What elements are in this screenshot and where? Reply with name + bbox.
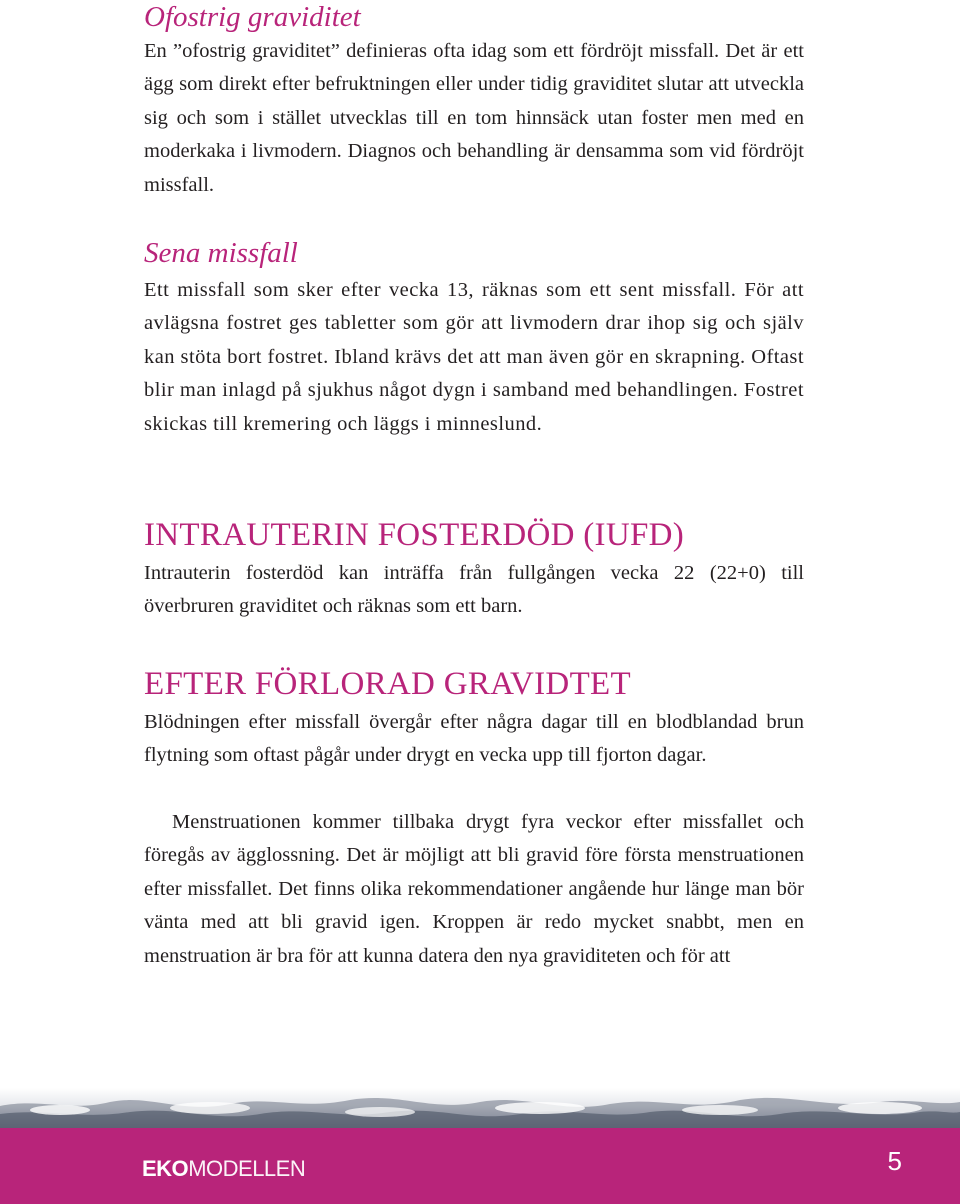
heading-iufd: INTRAUTERIN FOSTERDÖD (IUFD) [144, 517, 685, 553]
paragraph-sena-missfall: Ett missfall som sker efter vecka 13, räknas som ett sent missfall. För att avlägsna fostret ges tabletter som gör att livmodern drar ihop sig och själv kan stöta bort fostret. Ibland krävs det att man även gör en skrapning. Oftast blir man inlagd på sjukhus något dygn i samband med behandlingen. Fostret skickas till kremering och läggs i minneslund. [144, 279, 804, 435]
page-number: 5 [887, 1146, 902, 1176]
paragraph-efter-forlorad-2: Menstruationen kommer tillbaka drygt fyra veckor efter missfallet och föregås av ägglossning. Det är möjligt att bli gravid före första menstruationen efter missfallet. Det finns olika rekommendationer angående hur länge man bör vänta med att bli gravid igen. Kroppen är redo mycket snabbt, men en menstruation är bra för att kunna datera den nya graviditeten och för att [144, 811, 804, 967]
brand-logo [142, 1156, 305, 1182]
paragraph-ofostrig-graviditet: En ”ofostrig graviditet” definieras ofta idag som ett fördröjt missfall. Det är ett ägg som direkt efter befruktningen eller under tidig graviditet slutar att utveckla sig och som i stället utvecklas till en tom hinnsäck utan foster men med en moderkaka i livmodern. Diagnos och behandling är densamma som vid fördröjt missfall. [144, 40, 804, 196]
footer-bar [0, 1128, 960, 1204]
sea-foam-photo [0, 1088, 960, 1128]
heading-efter-forlorad-graviditet: EFTER FÖRLORAD GRAVIDTET [144, 666, 631, 702]
brand-logo-light: MODELLEN [188, 1156, 306, 1181]
heading-sena-missfall: Sena missfall [144, 237, 298, 269]
paragraph-efter-forlorad-1: Blödningen efter missfall övergår efter några dagar till en blodblandad brun flytning som oftast pågår under drygt en vecka upp till fjorton dagar. [144, 711, 804, 767]
paragraph-iufd: Intrauterin fosterdöd kan inträffa från fullgången vecka 22 (22+0) till överbruren graviditet och räknas som ett barn. [144, 562, 804, 618]
brand-logo-bold: EKO [142, 1156, 189, 1181]
heading-ofostrig-graviditet: Ofostrig graviditet [144, 1, 361, 33]
